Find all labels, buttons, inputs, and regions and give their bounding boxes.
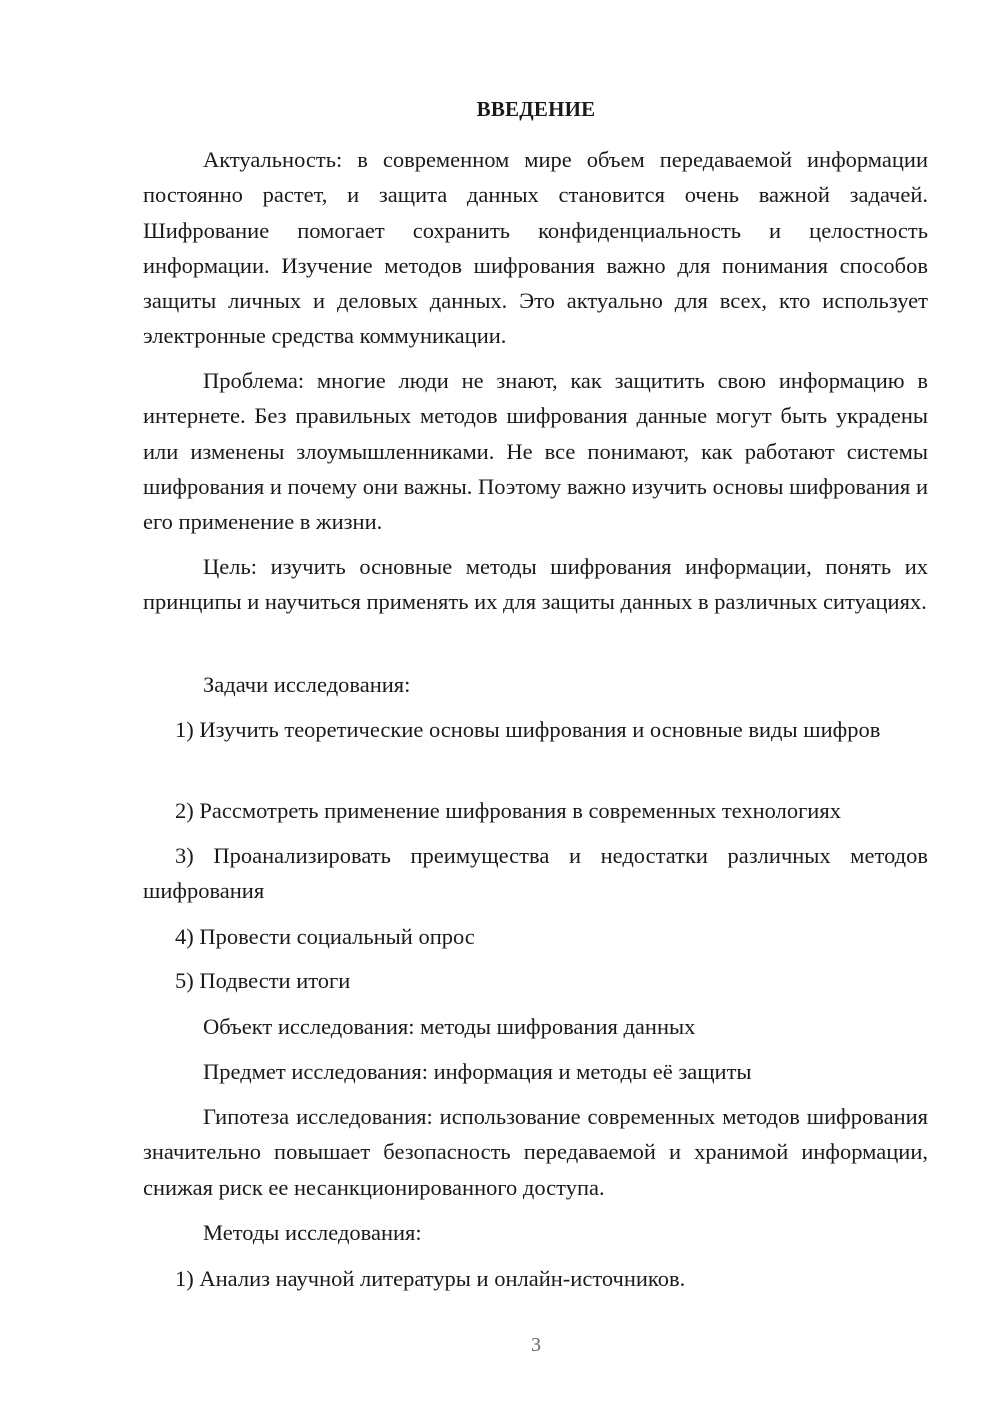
paragraph-subject: Предмет исследования: информация и методы её защиты (203, 1059, 752, 1084)
paragraph-problem: Проблема: многие люди не знают, как защитить свою информацию в интернете. Без правильных методов шифрования данные могут быть украдены или изменены злоумышленниками. Не все понимают, как работают системы шифрования и почему они важны. Поэтому важно изучить основы шифрования и его применение в жизни. (143, 368, 928, 535)
paragraph-object: Объект исследования: методы шифрования данных (203, 1014, 696, 1039)
method-item: 1) Анализ научной литературы и онлайн-источников. (175, 1266, 686, 1291)
paragraph-relevance: Актуальность: в современном мире объем передаваемой информации постоянно растет, и защита данных становится очень важной задачей. Шифрование помогает сохранить конфиденциальность и целостность информации. Изучение методов шифрования важно для понимания способов защиты личных и деловых данных. Это актуально для всех, кто использует электронные средства коммуникации. (143, 147, 928, 349)
task-item: 4) Провести социальный опрос (175, 924, 475, 949)
page-title: ВВЕДЕНИЕ (476, 97, 596, 121)
page-number: 3 (531, 1334, 541, 1356)
task-item: 1) Изучить теоретические основы шифрования и основные виды шифров (175, 717, 881, 742)
paragraph-goal: Цель: изучить основные методы шифрования информации, понять их принципы и научиться применять их для защиты данных в различных ситуациях. (143, 554, 928, 615)
task-item: 5) Подвести итоги (175, 968, 351, 993)
paragraph-hypothesis: Гипотеза исследования: использование современных методов шифрования значительно повышает безопасность передаваемой и хранимой информации, снижая риск ее несанкционированного доступа. (143, 1104, 928, 1200)
tasks-heading: Задачи исследования: (203, 672, 411, 697)
methods-heading: Методы исследования: (203, 1220, 422, 1245)
task-item: 2) Рассмотреть применение шифрования в современных технологиях (175, 798, 841, 823)
task-item: 3) Проанализировать преимущества и недостатки различных методов шифрования (143, 843, 928, 904)
